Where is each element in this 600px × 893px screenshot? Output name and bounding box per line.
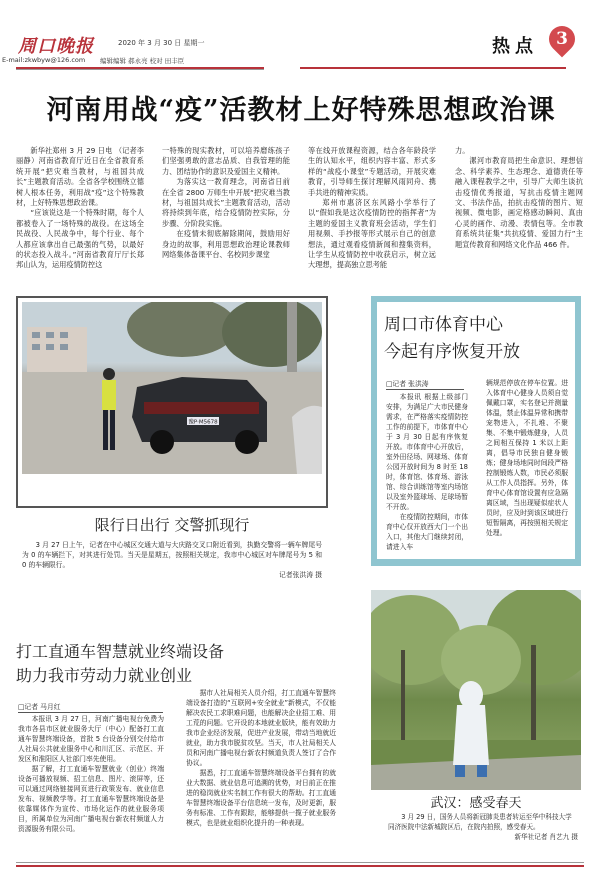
traffic-scene-illustration <box>22 302 322 474</box>
lead-paragraph: 力。 <box>455 146 470 155</box>
lead-paragraph: “应该说这是一个特殊时期，每个人都被卷入了一场特殊的战役。在这场全民战役、人民战争中，每个行业、每个人都应该拿出自己最强的气势，以最好的状态投入战斗。”河南省教育厅厅长郑邦山认为，运用疫情防控这 <box>16 208 144 270</box>
page-number: 3 <box>556 29 568 49</box>
lead-column-4 <box>455 146 583 250</box>
employment-headline <box>16 640 224 688</box>
editor-credits: 编辑编辑 郝永亮 校对 田丰臣 <box>100 57 185 65</box>
lead-paragraph: 漯河市教育局把生命意识、理想信念、科学素养、生态理念、道德责任等融入课程教学之中，引导广大师生谈抗击疫情优秀报道，写抗击疫情主题网文、书法作品，拍抗击疫情的图片、短视频、微电影，画定格感动瞬间、真由心灵的画作、动漫、表情包等。全市教育系统共征集“共抗疫情、爱国力行”主题宣传教育和网络文化作品 466 件。 <box>455 156 583 249</box>
traffic-police-photo <box>22 302 322 474</box>
article-paragraph: 据市人社局相关人员介绍，打工直通车智慧终端设备打造的“互联网+安全就业”新模式，不仅能解决农民工求职难问题，也能解决企业招工难、用工荒的问题。它开设的本地就业版块，能有效助力我市企业经济发展，促进产业发展，带动当地就近就业，助力我市脱贫攻坚。当天，市人社局相关人员和河南广播电视台新农村频道负责人签订了合作协议。 <box>186 689 336 767</box>
lead-column-1 <box>16 146 144 271</box>
lead-paragraph: 为落实这一教育理念，河南省日前在全省 2800 万师生中开展“把灾难当教材，与祖国共成长”主题教育活动，活动将持续到年底，结合疫情防控实际，分步骤、分阶段实施。 <box>162 177 290 228</box>
sports-center-column-2 <box>486 378 568 538</box>
footer-rule <box>16 865 584 867</box>
headline-line-2: 今起有序恢复开放 <box>384 342 520 362</box>
photo-story-caption <box>22 540 322 580</box>
article-paragraph: 本报讯 根据上级部门安排，为满足广大市民健身需求，在严格落实疫情防控工作的前提下，市体育中心于 3 月 30 日起有序恢复开放。市体育中心开放后，室外田径场、网球场、体育公园开放时间为 8 时至 18 时，体育馆、体育场、游泳馆、综合训练馆等室内场馆以及室外篮球场、足球场暂不开放。 <box>386 393 468 511</box>
section-title: 热点 <box>492 36 538 57</box>
employment-column-1 <box>18 714 164 834</box>
article-paragraph: 据了解，打工直通车智慧就业（创业）终端设备可播放视频、招工信息、图片、滚屏等，还可以通过网络链接网页进行政策发布、就业信息发布、视频教学等。打工直通车智慧终端设备是依靠媒体作为宣传、市场化运作的就业服务项目，所属单位为河南广播电视台新农村频道人力资源服务有限公司。 <box>18 765 164 833</box>
employment-byline: □记者 马月红 <box>18 701 163 713</box>
license-plate: 豫P·M5678 <box>188 419 218 426</box>
park-scene-illustration <box>371 590 581 790</box>
article-paragraph: 辆规范停放在停车位置。进入体育中心健身人员须自觉佩戴口罩，实名登记并测量体温，禁止体温异常和携带宠物进入，不扎堆、不聚集、不集中锻炼健身，人员之间相互保持 1 米以上距离，倡导市民独自健身锻炼；健身场地同时间段严格控制锻炼人数，市民必须服从工作人员指挥。另外，体育中心体育馆设置有应急隔离区域，当出现疑似症状人员时，应及时到该区域进行短暂隔离，再按照相关规定处理。 <box>486 379 568 537</box>
lead-column-3 <box>308 146 436 271</box>
caption-text: 3 月 29 日，国务人员将新冠肺炎患者转运至华中科技大学同济医院中法新城院区后，在院内拍照，感受春天。 <box>388 813 572 831</box>
wuhan-spring-photo <box>371 590 581 790</box>
contact-email: E-mail:zkwbyw@126.com <box>2 56 86 64</box>
sports-center-byline: □记者 张洪涛 <box>386 378 464 390</box>
lead-paragraph: 新华社郑州 3 月 29 日电 （记者李丽静）河南省教育厅近日在全省教育系统开展“把灾难当教材，与祖国共成长”主题教育活动。全省各学校围绕立德树人根本任务，利用战“疫”这个特殊教材，上好特殊思想政治课。 <box>16 146 144 208</box>
newspaper-logo: 周口晚报 <box>18 36 94 57</box>
sports-center-headline <box>384 312 520 366</box>
wuhan-photo-title: 武汉：感受春天 <box>430 796 522 811</box>
lead-paragraph: 等在线开放课程资源，结合各年龄段学生的认知水平，组织内容丰富、形式多样的“战疫小课堂”专题活动，开展灾难教育，引导师生探讨理解风雨同舟、携手共进的精神实质。 <box>308 146 436 197</box>
masthead-rule-right <box>300 67 566 69</box>
lead-paragraph: 郑州市惠济区东风路小学举行了以“假如我是这次疫情防控的指挥者”为主题的爱国主义教育班会活动，学生们用视频、手抄报等形式展示自己的创意想法，通过观看疫情新闻和搜集资料，让学生从疫情防控中收获启示，树立远大理想，提高独立思考能 <box>308 198 436 270</box>
footer-rule-thin <box>16 862 584 863</box>
photo-credit: 记者张洪涛 摄 <box>279 571 322 579</box>
headline-line-1: 打工直通车智慧就业终端设备 <box>16 642 225 661</box>
article-paragraph: 在疫情防控期间，市体育中心仅开放西大门一个出入口，其他大门继续封闭，请进入车 <box>386 513 468 551</box>
issue-date: 2020 年 3 月 30 日 星期一 <box>118 39 205 47</box>
lead-column-2 <box>162 146 290 260</box>
sports-center-column-1 <box>386 392 468 552</box>
headline-line-2: 助力我市劳动力就业创业 <box>16 666 193 685</box>
article-paragraph: 本报讯 3 月 27 日，河南广播电视台免费为我市各县市区就业服务大厅（中心）配备打工直通车智慧终端设备，首批 5 台设备分别交付给市人社局公共就业服务中心和川汇区、示范区、开发区和淮阳区人社部门率先使用。 <box>18 715 164 763</box>
caption-text: 3 月 27 日上午，记者在中心城区交通大道与大庆路交叉口附近看到，执勤交警将一辆车牌尾号为 0 的车辆拦下，对其进行处罚。当天是星期五，按照相关规定，我市中心城区对车牌尾号为 5 和 0 的车辆限行。 <box>22 541 322 569</box>
employment-column-2 <box>186 688 336 828</box>
lead-paragraph: 在疫情未彻底解除期间，鼓励用好身边的故事，利用思想政治理论课教师网络集体备课平台、名校同步课堂 <box>162 229 290 260</box>
wuhan-photo-caption <box>388 812 578 842</box>
lead-paragraph: 一特殊的现实教材，可以培养磨练孩子们坚强勇敢的意志品质、自我管理的能力、团结协作的意识及爱国主义精神。 <box>162 146 290 176</box>
lead-headline: 河南用战“疫”活教材上好特殊思想政治课 <box>46 95 556 126</box>
photo-story-title: 限行日出行 交警抓现行 <box>94 516 250 534</box>
headline-line-1: 周口市体育中心 <box>384 315 503 335</box>
masthead-rule-thin <box>16 69 264 70</box>
article-paragraph: 据悉，打工直通车智慧终端设备平台拥有的就业大数据、就业信息可追溯的优势，对日前正在推进的稳岗就业实名制工作有很大的帮助。打工直通车智慧终端设备平台信息统一发布，及时更新，服务有标准、工作有跟踪，能够提供一揽子就业服务模式，也是就业组织化提升的一种表现。 <box>186 769 336 827</box>
photo-credit: 新华社记者 肖艺九 摄 <box>514 833 578 841</box>
